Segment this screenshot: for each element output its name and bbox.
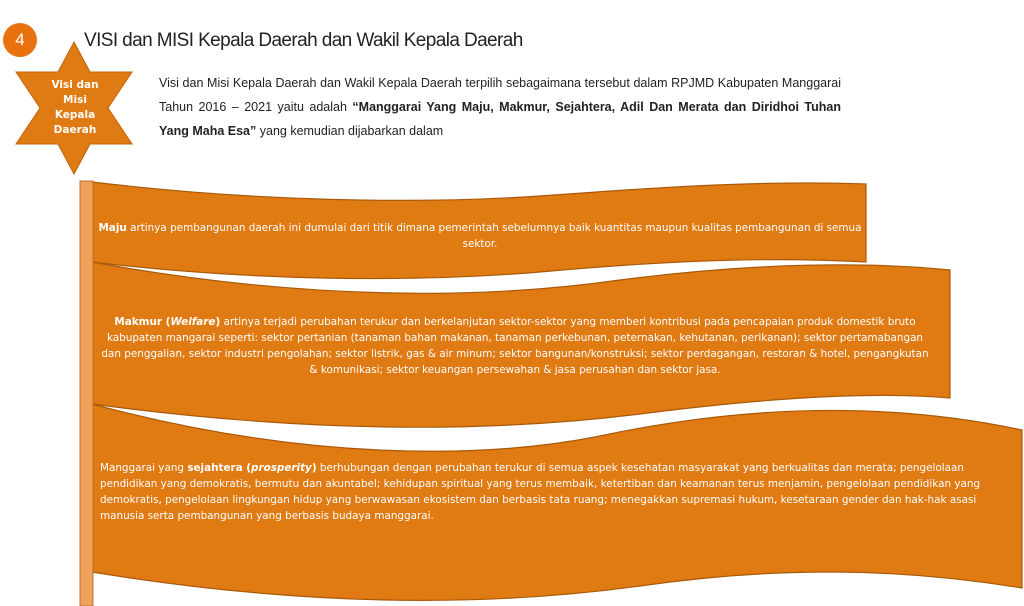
section-number: 4 <box>15 30 25 49</box>
intro-vision-statement: “Manggarai Yang Maju, Makmur, Sejahtera, Adil Dan Merata dan Diridhoi Tuhan Yang Maha Esa” <box>159 100 841 138</box>
flag-text-makmur: Makmur (Welfare) artinya terjadi perubahan terukur dan berkelanjutan sektor-sektor yang memberi kontribusi pada pencapaian produk domestik bruto kabupaten mangarai seperti: sektor pertanian (tanaman bahan makanan, tanaman perkebunan, peternakan, kehutanan, perikanan); sektor pertamabangan dan penggalian, sektor industri pengolahan; sektor listrik, gas & air minum; sektor bangunan/konstruksi; sektor perdagangan, restoran & hotel, pengangkutan & komunikasi; sektor keuangan persewahan & jasa perusahan dan sektor jasa. <box>101 316 929 376</box>
flag-text-sejahtera: Manggarai yang sejahtera (prosperity) berhubungan dengan perubahan terukur di semua aspek kesehatan masyarakat yang berkualitas dan merata; pengelolaan pendidikan yang demokratis, bermutu dan akuntabel; kehidupan spiritual yang terus membaik, ketertiban dan keamanan terus menjamin, pengelolaan pendidikan yang demokratis, pengelolaan lingkungan hidup yang berwawasan ekosistem dan berbasis tata ruang; menegakkan supremasi hukum, kesetaraan gender dan hak-hak asasi manusia serta pembangunan yang berbasis budaya manggarai. <box>100 462 981 522</box>
intro-text-1: Visi dan Misi Kepala Daerah dan Wakil Kepala Daerah terpilih sebagaimana tersebut dalam RPJMD Kabupaten Manggarai Tahun 2016 – 2021 yaitu adalah <box>159 76 841 114</box>
intro-text-2: yang kemudian dijabarkan dalam <box>256 124 444 138</box>
flag-text-maju: Maju artinya pembangunan daerah ini dumulai dari titik dimana pemerintah sebelumnya baik kuantitas maupun kualitas pembangunan di semua sektor. <box>98 222 862 250</box>
page-title: VISI dan MISI Kepala Daerah dan Wakil Kepala Daerah <box>84 30 523 51</box>
flag-pole <box>80 181 93 606</box>
star-label: Visi dan Misi Kepala Daerah <box>51 79 99 136</box>
